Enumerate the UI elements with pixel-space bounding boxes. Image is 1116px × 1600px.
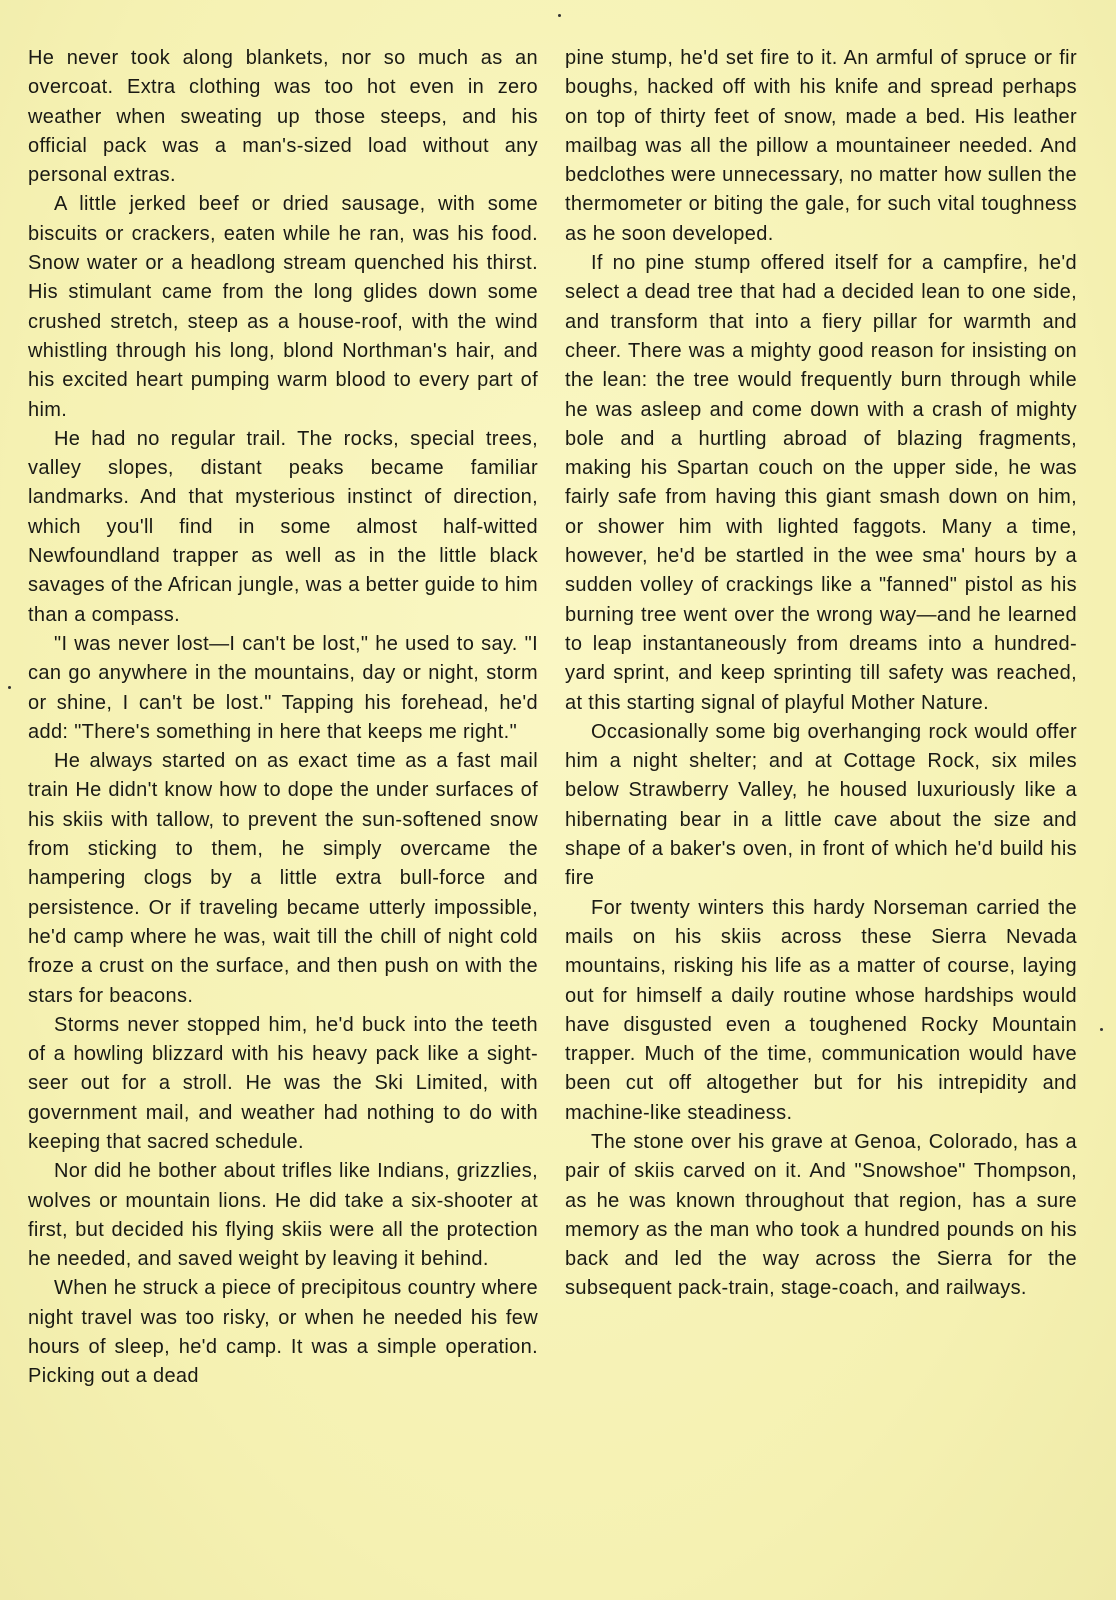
paragraph: When he struck a piece of precipitous country where night travel was too risky, or when he needed his few hours of sleep, he'd camp. It was a simple operation. Picking out a dead: [28, 1277, 538, 1388]
right-column: [565, 44, 1077, 1304]
paragraph: He always started on as exact time as a fast mail train He didn't know how to dope the under surfaces of his skiis with tallow, to prevent the sun-softened snow from sticking to them, he simply overcame the hampering clogs by a little extra bull-force and persistence. Or if traveling became utterly impossible, he'd camp where he was, wait till the chill of night cold froze a crust on the surface, and then push on with the stars for beacons.: [28, 750, 538, 1007]
paragraph: Storms never stopped him, he'd buck into the teeth of a howling blizzard with his heavy pack like a sight-seer out for a stroll. He was the Ski Limited, with government mail, and weather had nothing to do with keeping that sacred schedule.: [28, 1013, 538, 1153]
paragraph: pine stump, he'd set fire to it. An armful of spruce or fir boughs, hacked off with his knife and spread perhaps on top of thirty feet of snow, made a bed. His leather mailbag was all the pillow a mountaineer needed. And bedclothes were unnecessary, no matter how sullen the thermometer or biting the gale, for such vital toughness as he soon developed.: [565, 47, 1077, 245]
paragraph: For twenty winters this hardy Norseman carried the mails on his skiis across these Sierra Nevada mountains, risking his life as a matter of course, laying out for himself a daily routine whose hardships would have disgusted even a toughened Rocky Mountain trapper. Much of the time, communication would have been cut off altogether but for his intrepidity and machine-like steadiness.: [565, 896, 1077, 1124]
print-speck: [558, 14, 561, 17]
paragraph: A little jerked beef or dried sausage, with some biscuits or crackers, eaten while he ran, was his food. Snow water or a headlong stream quenched his thirst. His stimulant came from the long glides down some crushed stretch, steep as a house-roof, with the wind whistling through his long, blond Northman's hair, and his excited heart pumping warm blood to every part of him.: [28, 193, 538, 421]
paragraph: He never took along blankets, nor so much as an overcoat. Extra clothing was too hot even in zero weather when sweating up those steeps, and his official pack was a man's-sized load without any personal extras.: [28, 47, 538, 187]
left-column: [28, 44, 538, 1392]
paragraph: Nor did he bother about trifles like Indians, grizzlies, wolves or mountain lions. He did take a six-shooter at first, but decided his flying skiis were all the protection he needed, and saved weight by leaving it behind.: [28, 1160, 538, 1271]
paragraph: Occasionally some big overhanging rock would offer him a night shelter; and at Cottage Rock, six miles below Strawberry Valley, he housed luxuriously like a hibernating bear in a little cave about the size and shape of a baker's oven, in front of which he'd build his fire: [565, 720, 1077, 890]
paragraph: If no pine stump offered itself for a campfire, he'd select a dead tree that had a decided lean to one side, and transform that into a fiery pillar for warmth and cheer. There was a mighty good reason for insisting on the lean: the tree would frequently burn through while he was asleep and come down with a crash of mighty bole and a hurtling abroad of blazing fragments, making his Spartan couch on the upper side, he was fairly safe from having this giant smash down on him, or shower him with lighted faggots. Many a time, however, he'd be startled in the wee sma' hours by a sudden volley of crackings like a "fanned" pistol as his burning tree went over the wrong way—and he learned to leap instantaneously from dreams into a hundred-yard sprint, and keep sprinting till safety was reached, at this starting signal of playful Mother Nature.: [565, 252, 1077, 714]
print-speck: [1100, 1028, 1103, 1031]
paragraph: "I was never lost—I can't be lost," he used to say. "I can go anywhere in the mountains, day or night, storm or shine, I can't be lost." Tapping his forehead, he'd add: "There's something in here that keeps me right.": [28, 632, 538, 743]
print-speck: [8, 686, 11, 689]
paragraph: He had no regular trail. The rocks, special trees, valley slopes, distant peaks became familiar landmarks. And that mysterious instinct of direction, which you'll find in some almost half-witted Newfoundland trapper as well as in the little black savages of the African jungle, was a better guide to him than a compass.: [28, 427, 538, 626]
paragraph: The stone over his grave at Genoa, Colorado, has a pair of skiis carved on it. And "Snowshoe" Thompson, as he was known throughout that region, has a sure memory as the man who took a hundred pounds on his back and led the way across the Sierra for the subsequent pack-train, stage-coach, and railways.: [565, 1130, 1077, 1300]
